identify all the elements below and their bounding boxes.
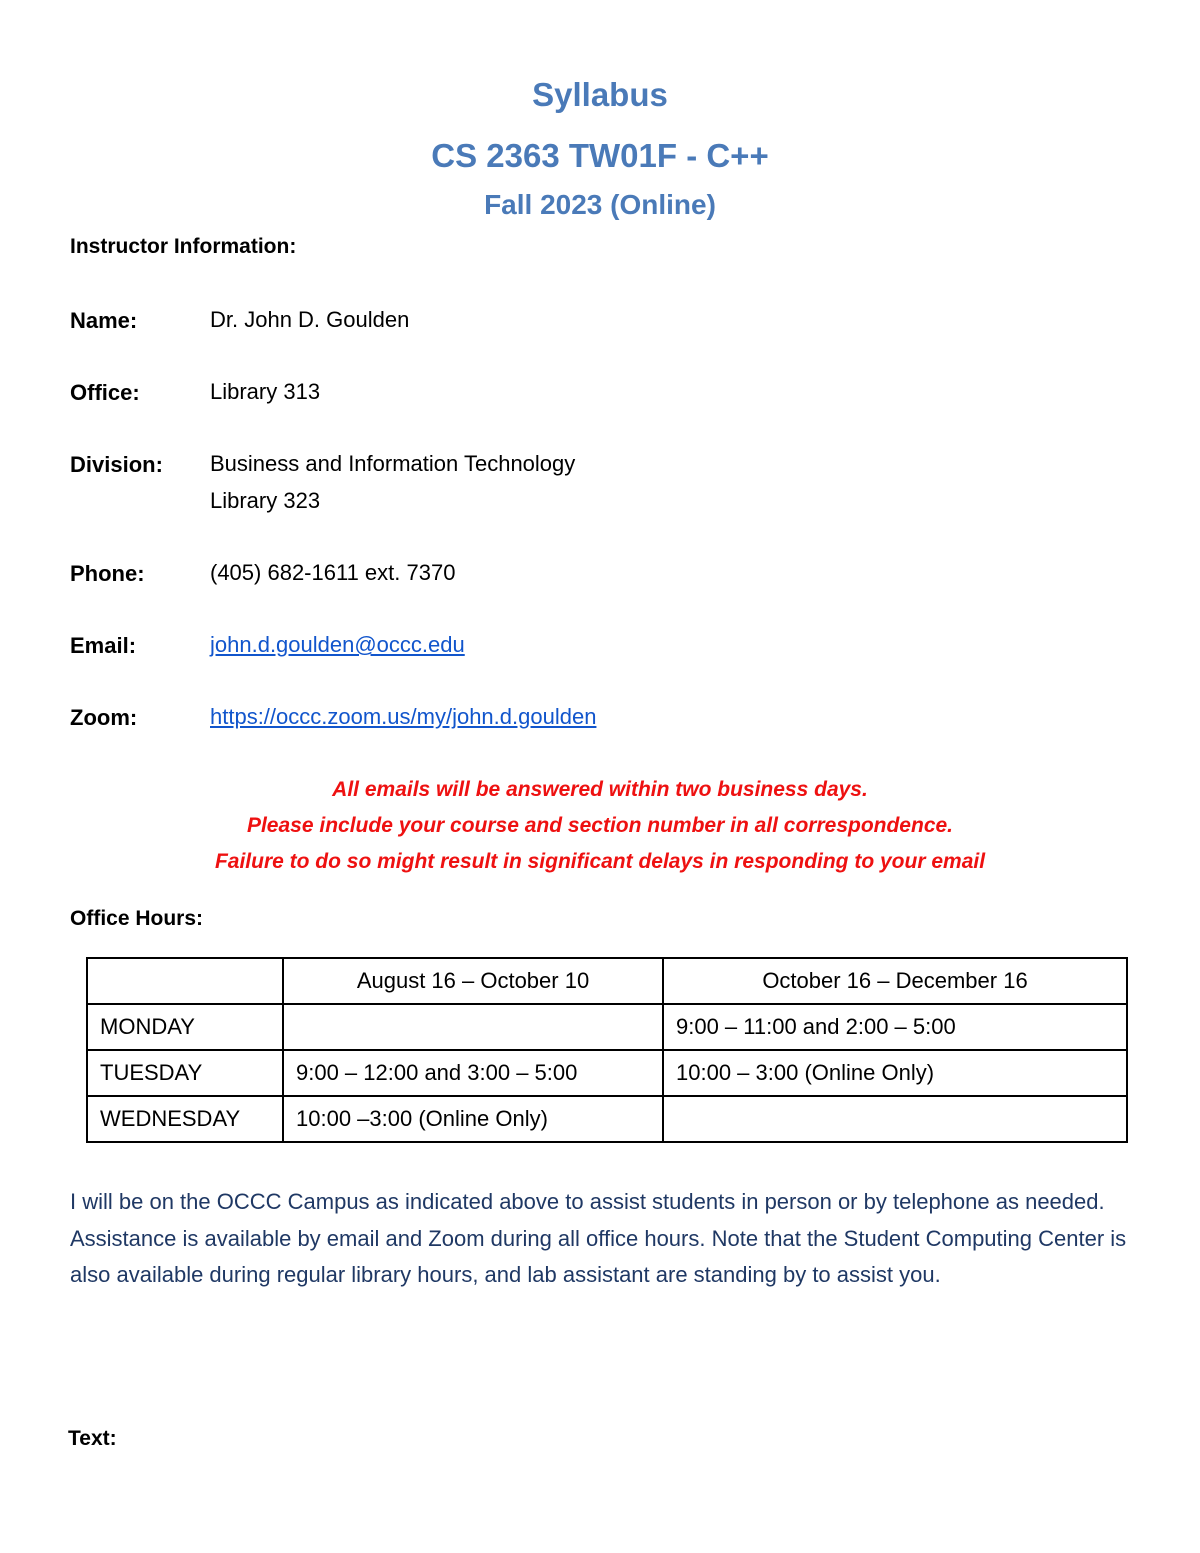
- instructor-heading: Instructor Information:: [70, 235, 297, 258]
- division-value: [210, 445, 575, 519]
- zoom-value-wrap: [210, 698, 596, 735]
- office-hours-heading: Office Hours:: [70, 907, 204, 930]
- email-link[interactable]: john.d.goulden@occc.edu: [210, 632, 465, 657]
- table-cell-day: WEDNESDAY: [87, 1096, 283, 1142]
- phone-value: (405) 682-1611 ext. 7370: [210, 560, 456, 585]
- division-location: Library 323: [210, 488, 321, 513]
- table-cell: [283, 1004, 663, 1050]
- name-label: Name:: [70, 308, 138, 333]
- table-cell: [663, 1096, 1127, 1142]
- table-cell: 9:00 – 11:00 and 2:00 – 5:00: [663, 1004, 1127, 1050]
- table-header-cell: October 16 – December 16: [663, 958, 1127, 1004]
- name-value: Dr. John D. Goulden: [210, 307, 410, 332]
- notice-response-time: All emails will be answered within two business days.: [332, 778, 868, 801]
- table-header-cell: [87, 958, 283, 1004]
- phone-label: Phone:: [70, 561, 145, 586]
- table-row: [87, 1096, 1127, 1142]
- division-label: Division:: [70, 452, 163, 477]
- zoom-link[interactable]: https://occc.zoom.us/my/john.d.goulden: [210, 704, 597, 729]
- division-name: Business and Information Technology: [210, 451, 576, 476]
- table-cell: 10:00 –3:00 (Online Only): [283, 1096, 663, 1142]
- course-title: CS 2363 TW01F - C++: [431, 137, 769, 174]
- table-cell-day: MONDAY: [87, 1004, 283, 1050]
- office-label: Office:: [70, 380, 140, 405]
- notice-delay-warning: Failure to do so might result in significant delays in responding to your email: [214, 850, 986, 873]
- zoom-label: Zoom:: [70, 705, 138, 730]
- office-value: Library 313: [210, 379, 321, 404]
- term-title: Fall 2023 (Online): [484, 189, 716, 220]
- table-cell: 9:00 – 12:00 and 3:00 – 5:00: [283, 1050, 663, 1096]
- assistance-paragraph: I will be on the OCCC Campus as indicated above to assist students in person or by telephone as needed. Assistance is available by email and Zoom during all office hours. Note that the Student Computing Center is also available during regular library hours, and lab assistant are standing by to assist you.: [70, 1189, 1127, 1287]
- table-cell-day: TUESDAY: [87, 1050, 283, 1096]
- table-header-cell: August 16 – October 10: [283, 958, 663, 1004]
- email-label: Email:: [70, 633, 137, 658]
- notice-include-section: Please include your course and section number in all correspondence.: [246, 814, 954, 837]
- table-header-row: [87, 958, 1127, 1004]
- table-row: [87, 1004, 1127, 1050]
- office-hours-table: [86, 957, 1128, 1143]
- email-value-wrap: [210, 626, 465, 663]
- table-row: [87, 1050, 1127, 1096]
- table-cell: 10:00 – 3:00 (Online Only): [663, 1050, 1127, 1096]
- text-heading: Text:: [68, 1427, 117, 1450]
- document-title: Syllabus: [532, 76, 668, 113]
